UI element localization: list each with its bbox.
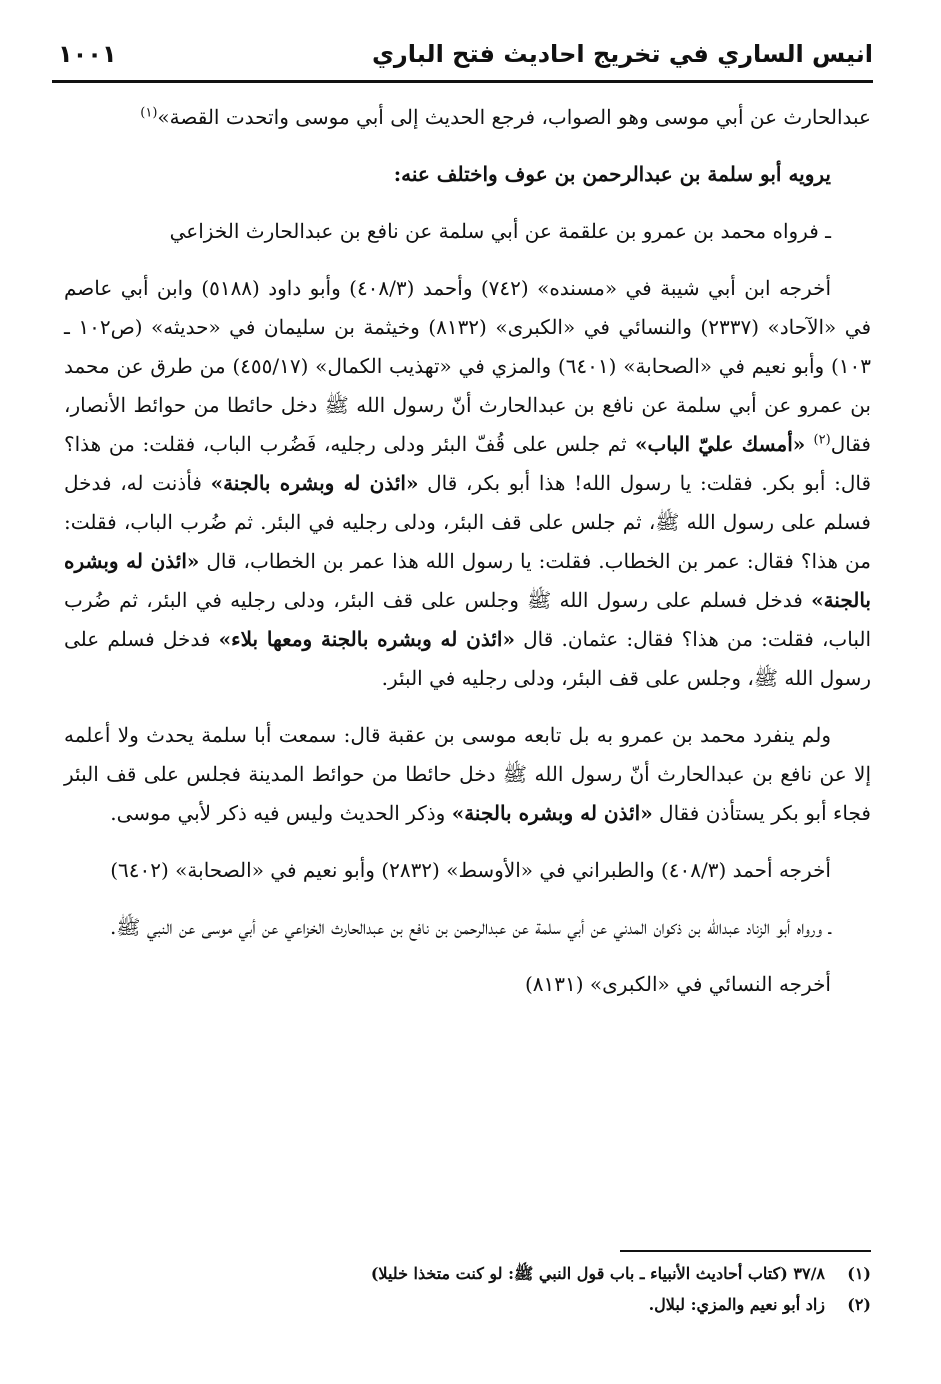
section-heading: يرويه أبو سلمة بن عبدالرحمن بن عوف واختلف عنه: <box>393 162 831 186</box>
main-text <box>64 98 871 1022</box>
p4-text-e: فدخل فسلم على رسول الله ﷺ، وجلس على قف البئر، ودلى رجليه في البئر. <box>64 627 871 690</box>
paragraph-6: أخرجه أحمد (٤٠٨/٣) والطبراني في «الأوسط» (٢٨٣٢) وأبو نعيم في «الصحابة» (٦٤٠٢) <box>110 858 831 882</box>
footnote-number: (١) <box>847 1264 871 1283</box>
p4-quote-3: «ائذن له وبشره بالجنة» <box>64 549 871 612</box>
page-number: ١٠٠١ <box>58 40 117 68</box>
paragraph-5 <box>64 716 871 833</box>
p4-quote-1: «أمسك عليّ الباب» <box>626 432 814 456</box>
footnote-ref-1: (١) <box>140 105 158 121</box>
footnotes <box>64 1258 871 1320</box>
p5-text-a: ولم ينفرد محمد بن عمرو به بل تابعه موسى بن عقبة قال: سمعت أبا سلمة يحدث ولا أعلمه إلا عن نافع بن عبدالحارث أنّ رسول الله ﷺ دخل حائطا من حوائط المدينة فجلس على قف البئر فجاء أبو بكر يستأذن فقال <box>64 723 871 825</box>
p4-text-b: ثم جلس على قُفّ البئر ودلى رجليه، فَضُرب الباب، فقلت: من هذا؟ قال: أبو بكر. فقلت: يا رسول الله! هذا أبو بكر، قال <box>64 432 871 495</box>
footnote-2 <box>64 1289 871 1320</box>
paragraph-7: ـ ورواه أبو الزناد عبدالله بن ذكوان المدني عن أبي سلمة عن عبدالرحمن بن نافع بن عبدالحارث الخزاعي عن أبي موسى عن النبي ﷺ. <box>109 915 831 939</box>
footnote-ref-2: (٢) <box>813 432 831 448</box>
p4-text-a: أخرجه ابن أبي شيبة في «مسنده» (٧٤٢) وأحمد (٤٠٨/٣) وأبو داود (٥١٨٨) وابن أبي عاصم في «الآحاد» (٢٣٣٧) والنسائي في «الكبرى» (٨١٣٢) وخيثمة بن سليمان في «حديثه» (ص١٠٢ ـ ١٠٣) وأبو نعيم في «الصحابة» (٦٤٠١) والمزي في «تهذيب الكمال» (٤٥٥/١٧) من طرق عن محمد بن عمرو عن أبي سلمة عن نافع بن عبدالحارث أنّ رسول الله ﷺ دخل حائطا من حوائط الأنصار، فقال <box>64 276 872 456</box>
footnote-rule <box>620 1250 871 1252</box>
footnote-text: زاد أبو نعيم والمزي: لبلال. <box>648 1295 825 1314</box>
p5-text-b: وذكر الحديث وليس فيه ذكر لأبي موسى. <box>110 801 452 825</box>
p4-quote-2: «ائذن له وبشره بالجنة» <box>210 471 419 495</box>
footnote-text: ٣٧/٨ (كتاب أحاديث الأنبياء ـ باب قول النبي ﷺ: لو كنت متخذا خليلا) <box>370 1264 825 1283</box>
p4-quote-4: «ائذن له وبشره بالجنة ومعها بلاء» <box>218 627 515 651</box>
page-header <box>52 38 873 78</box>
running-title: انيس الساري في تخريج احاديث فتح الباري <box>371 40 873 68</box>
header-rule <box>52 80 873 83</box>
p4-text-c: فأذنت له، فدخل فسلم على رسول الله ﷺ، ثم جلس على قف البئر، ودلى رجليه في البئر. ثم ضُرب الباب، فقلت: من هذا؟ فقال: عمر بن الخطاب. فقلت: يا رسول الله هذا عمر بن الخطاب، قال <box>64 471 871 573</box>
p5-quote: «ائذن له وبشره بالجنة» <box>451 801 653 825</box>
footnote-number: (٢) <box>847 1295 871 1314</box>
paragraph-8: أخرجه النسائي في «الكبرى» (٨١٣١) <box>524 972 831 996</box>
paragraph-1-text: عبدالحارث عن أبي موسى وهو الصواب، فرجع الحديث إلى أبي موسى واتحدت القصة» <box>157 105 871 129</box>
paragraph-1 <box>64 98 871 137</box>
footnote-1 <box>64 1258 871 1289</box>
p4-text-d: فدخل فسلم على رسول الله ﷺ وجلس على قف البئر، ودلى رجليه في البئر، ثم ضُرب الباب، فقلت: من هذا؟ فقال: عثمان. قال <box>64 588 872 651</box>
paragraph-4 <box>64 269 871 698</box>
paragraph-3: ـ فرواه محمد بن عمرو بن علقمة عن أبي سلمة عن نافع بن عبدالحارث الخزاعي <box>169 219 831 243</box>
